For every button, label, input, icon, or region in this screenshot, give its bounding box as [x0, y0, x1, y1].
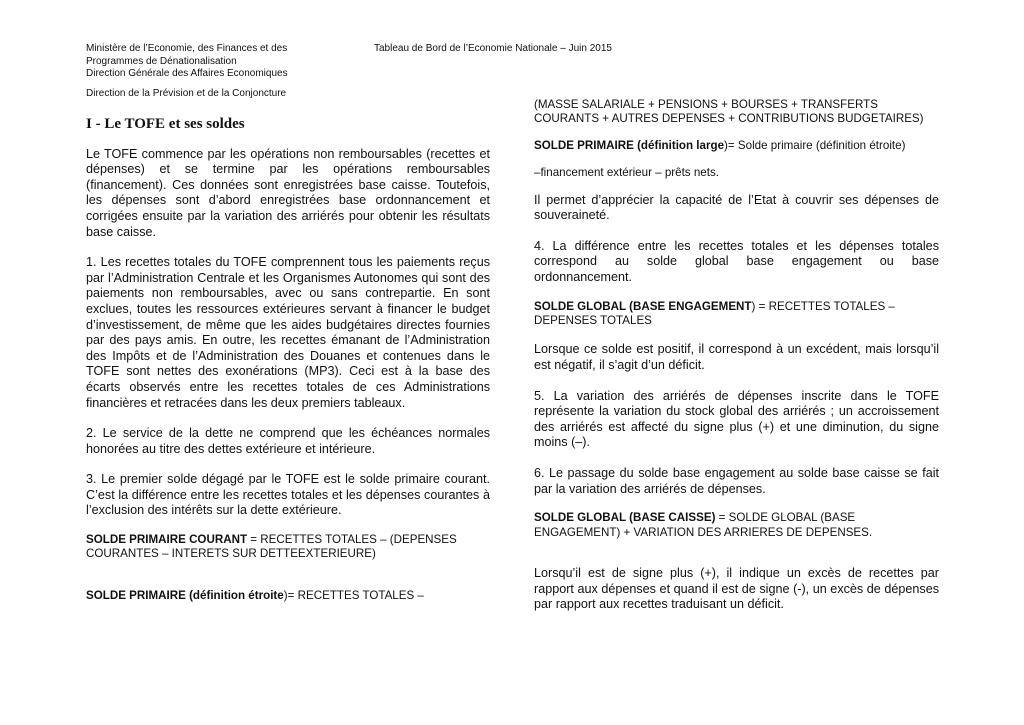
paragraph-difference: 4. La différence entre les recettes totales et les dépenses totales correspond au solde global base engagement ou base ordonnancement.	[534, 238, 939, 284]
intro-paragraph: Le TOFE commence par les opérations non remboursables (recettes et dépenses) et se termine par les opérations remboursables (financement). Ces données sont enregistrées base caisse. Toutefois, les dépenses sont d’abord enregistrées base ordonnancement et corrigées ensuite par la variation des arriérés pour obtenir les résultats base caisse.	[86, 146, 490, 239]
formula-label: SOLDE GLOBAL (BASE ENGAGEMENT	[534, 299, 752, 313]
formula-solde-primaire-large	[534, 139, 939, 153]
section-title: I - Le TOFE et ses soldes	[86, 116, 245, 132]
header-report-title: Tableau de Bord de l’Economie Nationale – Juin 2015	[374, 43, 612, 54]
paragraph-recettes: 1. Les recettes totales du TOFE comprennent tous les paiements reçus par l’Administration Centrale et les Organismes Autonomes qui sont des paiements non remboursables, avec ou sans contrepartie. En sont exclues, toutes les ressources extérieures servant à financer le budget d’investissement, de même que les aides budgétaires directes fournies par des pays amis. En outre, les recettes émanant de l’Administration des Impôts et de l’Administration des Douanes et contenues dans le TOFE sont nettes des exonérations (MP3). Ceci est à la base des écarts observés entre les recettes totales de ces Administrations financières et retracées dans les deux premiers tableaux.	[86, 255, 490, 410]
formula-text: )= RECETTES TOTALES –	[283, 588, 424, 602]
header-line: Programmes de Dénationalisation	[86, 55, 237, 67]
formula-continuation: (MASSE SALARIALE + PENSIONS + BOURSES + TRANSFERTS COURANTS + AUTRES DEPENSES + CONTRIBUTIONS BUDGETAIRES)	[534, 98, 924, 126]
paragraph-dette: 2. Le service de la dette ne comprend que les échéances normales honorées au titre des dettes extérieure et intérieure.	[86, 426, 490, 456]
formula-label: SOLDE GLOBAL (BASE CAISSE)	[534, 511, 716, 525]
paragraph-excedent-deficit: Lorsque ce solde est positif, il correspond à un excédent, mais lorsqu’il est négatif, il s’agit d’un déficit.	[534, 342, 939, 372]
header-direction: Direction de la Prévision et de la Conjoncture	[86, 88, 287, 99]
header-line: Direction Générale des Affaires Economiques	[86, 68, 288, 79]
formula-solde-global-caisse	[534, 511, 939, 540]
formula-text: = SOLDE GLOBAL (BASE ENGAGEMENT) + VARIATION DES ARRIERES DE DEPENSES.	[534, 511, 873, 539]
paragraph-passage: 6. Le passage du solde base engagement au solde base caisse se fait par la variation des arriérés de dépenses.	[534, 465, 939, 496]
formula-solde-primaire-courant	[86, 533, 490, 562]
formula-label: SOLDE PRIMAIRE COURANT	[86, 533, 248, 547]
formula-label: SOLDE PRIMAIRE (définition large	[534, 138, 725, 152]
paragraph-signe: Lorsqu’il est de signe plus (+), il indique un excès de recettes par rapport aux dépenses et quand il est de signe (-), un excès de dépenses par rapport aux recettes traduisant un déficit.	[534, 565, 939, 612]
right-column	[534, 98, 939, 613]
formula-solde-primaire-etroite	[86, 589, 490, 603]
formula-text: = RECETTES TOTALES – (DEPENSES COURANTES – INTERETS SUR DETTEEXTERIEURE)	[86, 533, 457, 561]
formula-solde-primaire-large-line2: –financement extérieur – prêts nets.	[534, 166, 719, 180]
formula-solde-global-engagement	[534, 300, 939, 329]
paragraph-souverainete: Il permet d’apprécier la capacité de l’Etat à couvrir ses dépenses de souveraineté.	[534, 192, 939, 223]
header-ministry	[86, 43, 376, 81]
paragraph-solde-primaire: 3. Le premier solde dégagé par le TOFE est le solde primaire courant. C’est la différence entre les recettes totales et les dépenses courantes à l’exclusion des intérêts sur la dette extérieure.	[86, 472, 490, 518]
left-column	[86, 117, 490, 603]
paragraph-variation-arrieres: 5. La variation des arriérés de dépenses inscrite dans le TOFE représente la variation du stock global des arriérés ; un accroissement des arriérés est affecté du signe plus (+) et une diminution, du signe moins (–).	[534, 388, 939, 450]
formula-text: ) = RECETTES TOTALES – DEPENSES TOTALES	[534, 299, 895, 327]
formula-label: SOLDE PRIMAIRE (définition étroite	[86, 588, 284, 602]
formula-text: )= Solde primaire (définition étroite)	[724, 138, 906, 152]
header-line: Ministère de l’Economie, des Finances et des	[86, 43, 288, 54]
